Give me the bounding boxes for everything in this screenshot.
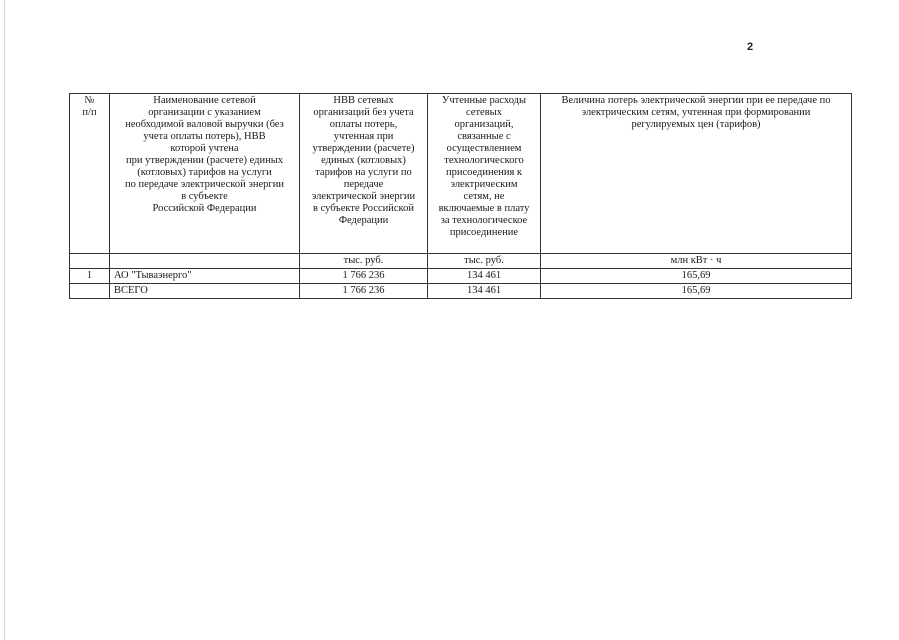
table-header-row: [70, 94, 852, 254]
unit-cell-org: [110, 254, 300, 269]
row-nvv-cell: 1 766 236: [300, 269, 428, 284]
table-row: [70, 269, 852, 284]
table-units-row: [70, 254, 852, 269]
header-cell-num: [70, 94, 110, 254]
page-number: 2: [747, 41, 754, 53]
total-expenses-cell: 134 461: [428, 284, 541, 299]
header-nvv-text: НВВ сетевых организаций без учета оплаты потерь, учтенная при утверждении (расчете) единых (котловых) тарифов на услуги по передаче электрической энергии в субъекте Российской Федерации: [311, 95, 416, 226]
row-org-cell: АО "Тываэнерго": [110, 269, 300, 284]
header-org-text: Наименование сетевой организации с указанием необходимой валовой выручки (без учета оплаты потерь), НВВ которой учтена при утверждении (расчете) единых (котловых) тарифов на услуги по передаче электрической энергии в субъекте Российской Федерации: [125, 95, 284, 214]
header-losses-text: Величина потерь электрической энергии при ее передаче по электрическим сетям, учтенная при формировании регулируемых цен (тарифов): [561, 95, 831, 130]
row-expenses-cell: 134 461: [428, 269, 541, 284]
table-total-row: [70, 284, 852, 299]
scan-edge-line: [4, 0, 5, 640]
total-num-cell: [70, 284, 110, 299]
total-losses-cell: 165,69: [541, 284, 852, 299]
unit-cell-nvv: тыс. руб.: [300, 254, 428, 269]
header-num-text: № п/п: [82, 95, 97, 118]
unit-cell-losses: млн кВт · ч: [541, 254, 852, 269]
header-cell-losses: [541, 94, 852, 254]
header-expenses-text: Учтенные расходы сетевых организаций, связанные с осуществлением технологического присоединения к электрическим сетям, не включаемые в плату за технологическое присоединение: [438, 95, 530, 238]
header-cell-nvv: [300, 94, 428, 254]
total-nvv-cell: 1 766 236: [300, 284, 428, 299]
header-cell-org: [110, 94, 300, 254]
unit-cell-expenses: тыс. руб.: [428, 254, 541, 269]
total-label-cell: ВСЕГО: [110, 284, 300, 299]
unit-cell-num: [70, 254, 110, 269]
row-losses-cell: 165,69: [541, 269, 852, 284]
row-num-cell: 1: [70, 269, 110, 284]
tariff-table: [69, 93, 852, 299]
header-cell-expenses: [428, 94, 541, 254]
